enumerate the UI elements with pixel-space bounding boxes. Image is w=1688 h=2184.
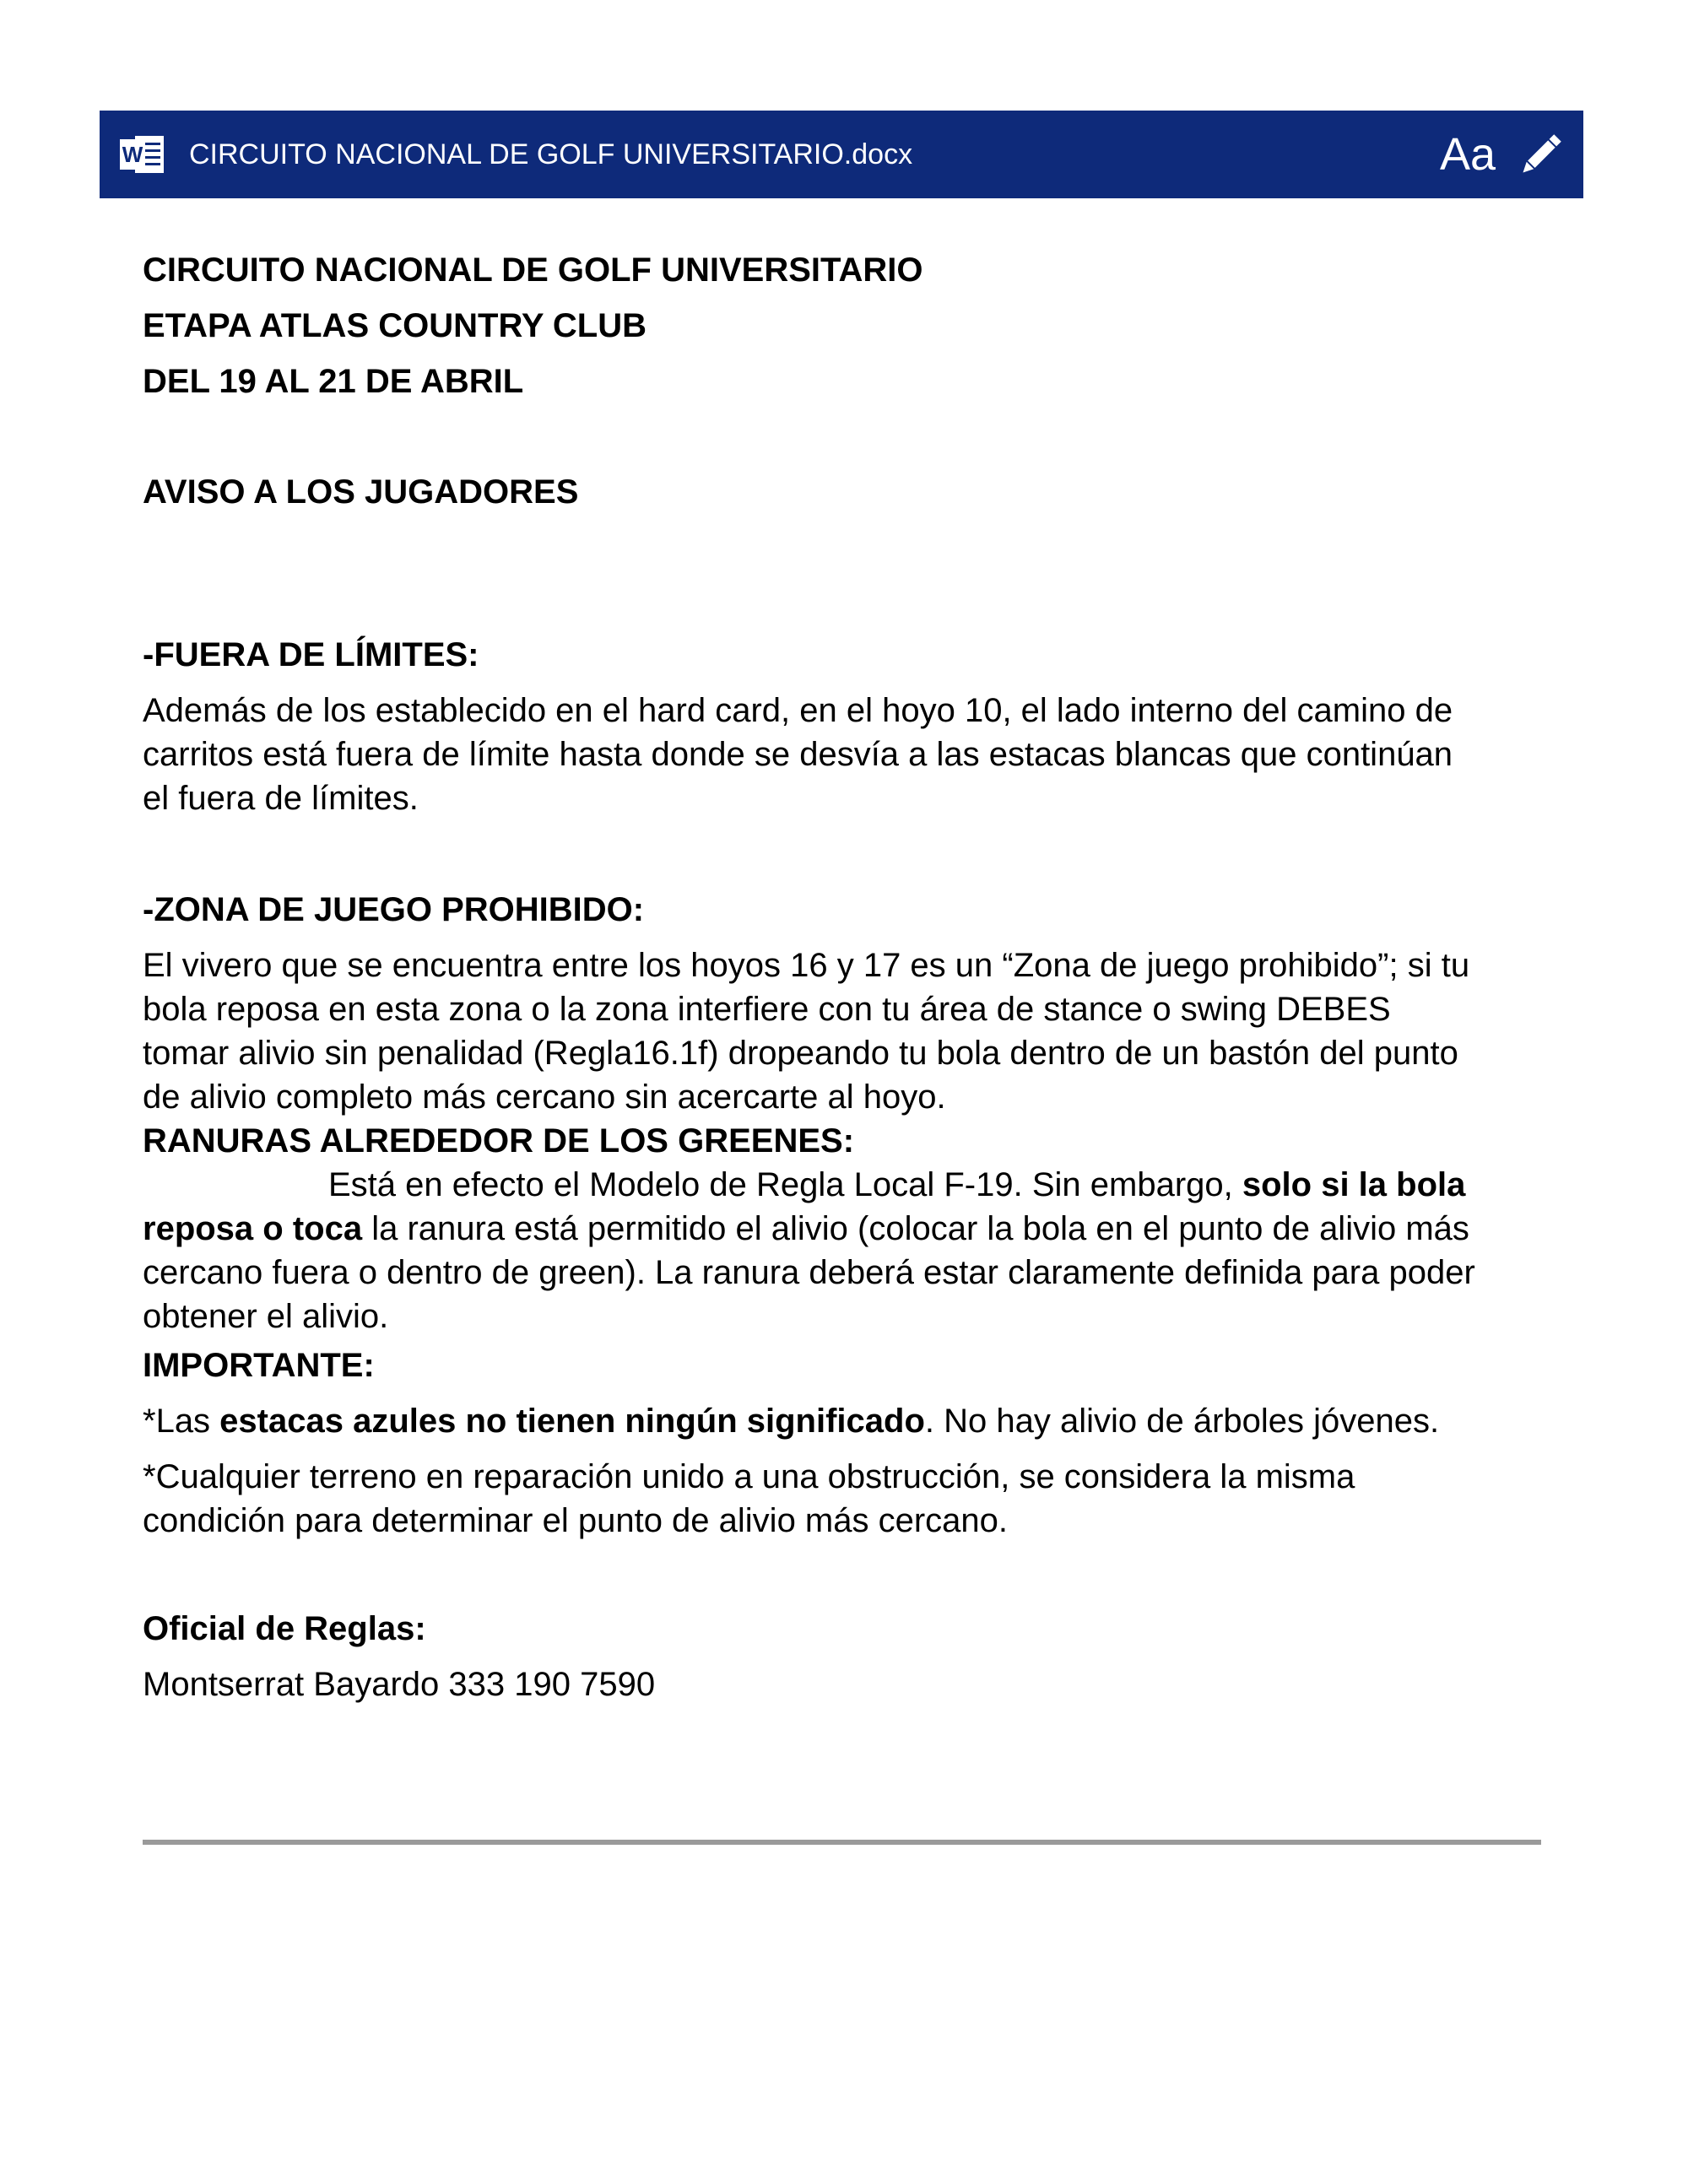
- important-item-2-line-1: *Cualquier terreno en reparación unido a una obstrucción, se considera la misma: [143, 1458, 1355, 1495]
- grooves-text-line-1: [328, 1163, 1465, 1207]
- document-title-bar: [100, 111, 1583, 198]
- document-file-name: CIRCUITO NACIONAL DE GOLF UNIVERSITARIO.docx: [189, 138, 913, 170]
- grooves-text-normal-2: la ranura está permitido el alivio (colocar la bola en el punto de alivio más: [362, 1210, 1469, 1247]
- no-play-text-line-4: de alivio completo más cercano sin acercarte al hoyo.: [143, 1078, 946, 1116]
- grooves-text-line-4: obtener el alivio.: [143, 1298, 389, 1335]
- important-heading: IMPORTANTE:: [143, 1347, 375, 1384]
- grooves-text-normal: Está en efecto el Modelo de Regla Local F-19. Sin embargo,: [328, 1166, 1242, 1203]
- grooves-heading: RANURAS ALREDEDOR DE LOS GREENES:: [143, 1122, 855, 1160]
- oob-text-line-2: carritos está fuera de límite hasta donde se desvía a las estacas blancas que continúan: [143, 736, 1453, 773]
- oob-heading: -FUERA DE LÍMITES:: [143, 636, 479, 673]
- doc-title-line-1: CIRCUITO NACIONAL DE GOLF UNIVERSITARIO: [143, 251, 923, 289]
- word-icon: [118, 132, 165, 176]
- svg-text:W: W: [122, 142, 143, 167]
- important-item-1-bold: estacas azules no tienen ningún significado: [219, 1403, 925, 1440]
- important-item-1-post: . No hay alivio de árboles jóvenes.: [924, 1403, 1440, 1440]
- oob-text-line-1: Además de los establecido en el hard card, en el hoyo 10, el lado interno del camino de: [143, 692, 1453, 729]
- oob-text-line-3: el fuera de límites.: [143, 780, 419, 817]
- grooves-text-line-2: [143, 1207, 1469, 1251]
- page-divider: [143, 1840, 1541, 1845]
- no-play-heading: -ZONA DE JUEGO PROHIBIDO:: [143, 891, 645, 928]
- doc-title-line-2: ETAPA ATLAS COUNTRY CLUB: [143, 307, 647, 344]
- doc-title-line-3: DEL 19 AL 21 DE ABRIL: [143, 363, 524, 400]
- official-heading: Oficial de Reglas:: [143, 1610, 426, 1647]
- important-item-1: [143, 1399, 1439, 1443]
- no-play-text-line-2: bola reposa en esta zona o la zona interfiere con tu área de stance o swing DEBES: [143, 991, 1391, 1028]
- no-play-text-line-3: tomar alivio sin penalidad (Regla16.1f) dropeando tu bola dentro de un bastón del punto: [143, 1035, 1458, 1072]
- no-play-text-line-1: El vivero que se encuentra entre los hoyos 16 y 17 es un “Zona de juego prohibido”; si tu: [143, 947, 1470, 984]
- important-item-2-line-2: condición para determinar el punto de alivio más cercano.: [143, 1502, 1009, 1539]
- official-contact: Montserrat Bayardo 333 190 7590: [143, 1666, 656, 1703]
- grooves-text-bold: solo si la bola: [1242, 1166, 1466, 1203]
- grooves-text-bold-2: reposa o toca: [143, 1210, 363, 1247]
- notice-heading: AVISO A LOS JUGADORES: [143, 473, 579, 511]
- grooves-text-line-3: cercano fuera o dentro de green). La ranura deberá estar claramente definida para poder: [143, 1254, 1475, 1291]
- font-size-button[interactable]: Aa: [1439, 129, 1496, 180]
- pencil-icon[interactable]: [1514, 129, 1566, 181]
- important-item-1-pre: *Las: [143, 1403, 220, 1440]
